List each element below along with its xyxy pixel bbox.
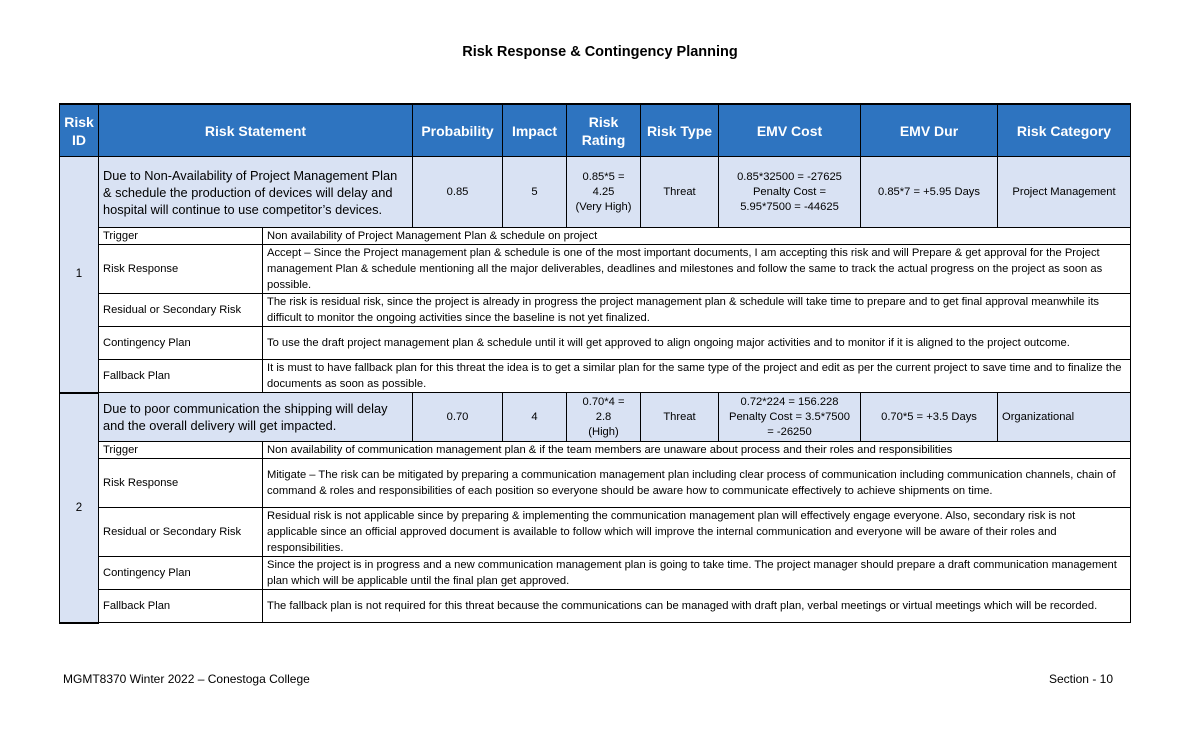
risk-rating xyxy=(567,157,641,228)
risk-type: Threat xyxy=(641,393,719,442)
header-risk-statement: Risk Statement xyxy=(99,104,413,157)
emv-cost-line: Penalty Cost = 3.5*7500 xyxy=(729,410,850,423)
detail-text: Non availability of Project Management Plan & schedule on project xyxy=(263,228,1131,245)
emv-cost-line: 0.72*224 = 156.228 xyxy=(740,395,839,408)
detail-label: Risk Response xyxy=(99,459,263,508)
detail-label: Fallback Plan xyxy=(99,590,263,623)
risk-rating-formula: 0.85*5 = xyxy=(582,170,625,183)
emv-cost-line: 0.85*32500 = -27625 xyxy=(737,170,842,183)
risk-probability: 0.70 xyxy=(413,393,503,442)
detail-text: It is must to have fallback plan for this threat the idea is to get a similar plan for the same type of the project and edit as per the current project to save time and to finalize the documents as soon as possible. xyxy=(263,360,1131,393)
risk-emv-cost xyxy=(719,393,861,442)
detail-label: Contingency Plan xyxy=(99,557,263,590)
risk-emv-dur: 0.85*7 = +5.95 Days xyxy=(861,157,998,228)
risk-id: 1 xyxy=(60,157,99,393)
detail-text: The fallback plan is not required for this threat because the communications can be managed with draft plan, verbal meetings or virtual meetings which will be recorded. xyxy=(263,590,1131,623)
risk-rating-value: 4.25 xyxy=(592,185,615,198)
risk-table xyxy=(59,103,1131,624)
risk-rating-level: (Very High) xyxy=(575,200,632,213)
detail-label: Risk Response xyxy=(99,245,263,294)
risk-emv-cost xyxy=(719,157,861,228)
detail-label: Residual or Secondary Risk xyxy=(99,508,263,557)
risk-detail-row xyxy=(60,228,1131,245)
detail-text: Non availability of communication management plan & if the team members are unaware about process and their roles and responsibilities xyxy=(263,442,1131,459)
detail-label: Trigger xyxy=(99,228,263,245)
detail-text: Mitigate – The risk can be mitigated by preparing a communication management plan including clear process of communication including communication channels, chain of command & roles and responsibilities of each position so everyone should be aware how to communicate effectively to achieve shipments on time. xyxy=(263,459,1131,508)
risk-main-row xyxy=(60,393,1131,442)
detail-label: Contingency Plan xyxy=(99,327,263,360)
detail-text: The risk is residual risk, since the project is already in progress the project management plan & schedule will take time to prepare and to get final approval meanwhile its difficult to monitor the ongoing activities since the baseline is not yet finalized. xyxy=(263,294,1131,327)
emv-cost-line: Penalty Cost = xyxy=(752,185,827,198)
footer-course: MGMT8370 Winter 2022 – Conestoga College xyxy=(63,672,310,686)
page-title: Risk Response & Contingency Planning xyxy=(462,44,738,60)
footer-section: Section - 10 xyxy=(1048,672,1113,686)
risk-category: Project Management xyxy=(998,157,1131,228)
header-emv-cost: EMV Cost xyxy=(719,104,861,157)
detail-text: To use the draft project management plan & schedule until it will get approved to align ongoing major activities and to monitor if it is aligned to the project outcome. xyxy=(263,327,1131,360)
header-impact: Impact xyxy=(503,104,567,157)
risk-probability: 0.85 xyxy=(413,157,503,228)
risk-detail-row xyxy=(60,442,1131,459)
header-risk-category: Risk Category xyxy=(998,104,1131,157)
risk-detail-row xyxy=(60,557,1131,590)
risk-type: Threat xyxy=(641,157,719,228)
detail-text: Accept – Since the Project management plan & schedule is one of the most important documents, I am accepting this risk and will Prepare & get approval for the Project management Plan & schedule mentioning all the major deliverables, deadlines and milestones and follow the same to track the actual progress on the project as soon as possible. xyxy=(263,245,1131,294)
header-risk-rating: Risk Rating xyxy=(567,104,641,157)
emv-cost-line: 5.95*7500 = -44625 xyxy=(740,200,839,213)
header-risk-id: Risk ID xyxy=(60,104,99,157)
header-row xyxy=(60,104,1131,157)
risk-detail-row xyxy=(60,590,1131,623)
risk-detail-row xyxy=(60,245,1131,294)
risk-impact: 4 xyxy=(503,393,567,442)
risk-main-row xyxy=(60,157,1131,228)
risk-rating xyxy=(567,393,641,442)
risk-category: Organizational xyxy=(998,393,1131,442)
risk-detail-row xyxy=(60,508,1131,557)
risk-statement: Due to poor communication the shipping will delay and the overall delivery will get impacted. xyxy=(99,393,413,442)
detail-label: Trigger xyxy=(99,442,263,459)
risk-detail-row xyxy=(60,294,1131,327)
risk-emv-dur: 0.70*5 = +3.5 Days xyxy=(861,393,998,442)
risk-impact: 5 xyxy=(503,157,567,228)
risk-statement: Due to Non-Availability of Project Management Plan & schedule the production of devices will delay and hospital will continue to use competitor’s devices. xyxy=(99,157,413,228)
risk-id: 2 xyxy=(60,393,99,623)
risk-detail-row xyxy=(60,327,1131,360)
risk-detail-row xyxy=(60,459,1131,508)
detail-text: Residual risk is not applicable since by preparing & implementing the communication management plan will effectively engage everyone. Also, secondary risk is not applicable since an official approved document is available to follow which will improve the internal communication and everyone will be aware of their roles and responsibilities. xyxy=(263,508,1131,557)
header-emv-dur: EMV Dur xyxy=(861,104,998,157)
risk-rating-level: (High) xyxy=(588,425,619,438)
risk-rating-value: 2.8 xyxy=(595,410,612,423)
detail-label: Residual or Secondary Risk xyxy=(99,294,263,327)
detail-text: Since the project is in progress and a new communication management plan is going to take time. The project manager should prepare a draft communication management plan which will be applicable until the final plan get approved. xyxy=(263,557,1131,590)
header-probability: Probability xyxy=(413,104,503,157)
risk-detail-row xyxy=(60,360,1131,393)
header-risk-type: Risk Type xyxy=(641,104,719,157)
risk-rating-formula: 0.70*4 = xyxy=(582,395,625,408)
emv-cost-line: = -26250 xyxy=(767,425,812,438)
detail-label: Fallback Plan xyxy=(99,360,263,393)
